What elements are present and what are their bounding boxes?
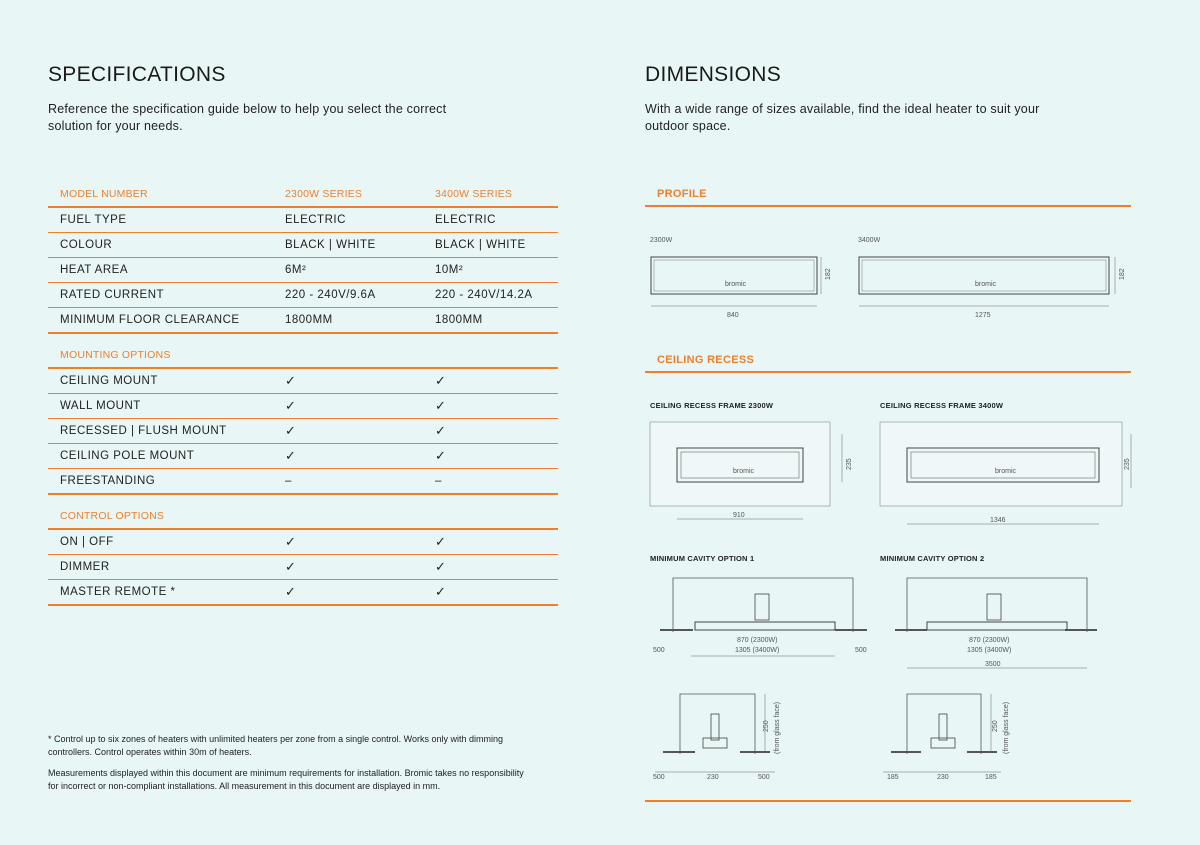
dimensions-title: DIMENSIONS <box>645 63 782 86</box>
side-1-gap-left: 500 <box>653 774 665 781</box>
cavity-1-width-3400: 1305 (3400W) <box>735 647 780 654</box>
side-2-height: 250 <box>992 720 999 732</box>
value-2300: ✓ <box>285 534 297 549</box>
recess-drawing <box>645 420 1133 530</box>
value-2300: ✓ <box>285 584 297 599</box>
row-label: DIMMER <box>60 561 110 573</box>
profile-drawing <box>645 228 1133 323</box>
row-label: CEILING MOUNT <box>60 375 158 387</box>
specifications-title: SPECIFICATIONS <box>48 63 226 86</box>
mounting-row <box>48 394 558 419</box>
cavity-1-width-2300: 870 (2300W) <box>737 637 778 644</box>
value-2300: 1800MM <box>285 314 333 326</box>
profile-3400-brand: bromic <box>975 281 997 288</box>
side-2-note: (from glass face) <box>1003 701 1010 754</box>
ceiling-recess-rule <box>645 371 1131 373</box>
cavity-2-total: 3500 <box>985 661 1001 668</box>
value-3400: ✓ <box>435 373 447 388</box>
row-label: CEILING POLE MOUNT <box>60 450 195 462</box>
row-label: RATED CURRENT <box>60 289 165 301</box>
specifications-intro: Reference the specification guide below to help you select the correct solution for your needs. <box>48 102 447 133</box>
dimensions-intro: With a wide range of sizes available, find the ideal heater to suit your outdoor space. <box>645 102 1040 133</box>
profile-3400-label: 3400W <box>858 237 881 244</box>
row-label: MASTER REMOTE * <box>60 586 176 598</box>
profile-2300-label: 2300W <box>650 237 673 244</box>
recess-2300-height: 235 <box>846 458 853 470</box>
side-1-note: (from glass face) <box>774 701 781 754</box>
recess-2300-brand: bromic <box>733 468 755 475</box>
cavity-drawing <box>645 572 1133 802</box>
recess-3400-brand: bromic <box>995 468 1017 475</box>
cavity-2-label: MINIMUM CAVITY OPTION 2 <box>880 554 985 563</box>
spec-header-row <box>48 182 558 208</box>
value-3400: ✓ <box>435 448 447 463</box>
header-3400: 3400W SERIES <box>435 188 513 200</box>
row-label: MINIMUM FLOOR CLEARANCE <box>60 314 240 326</box>
cavity-2-width-2300: 870 (2300W) <box>969 637 1010 644</box>
value-2300: ✓ <box>285 559 297 574</box>
profile-3400-height: 182 <box>1119 268 1126 280</box>
dimensions-bottom-rule <box>645 800 1131 802</box>
spec-row <box>48 208 558 233</box>
value-3400: ELECTRIC <box>435 214 496 226</box>
footnote-remote: * Control up to six zones of heaters with unlimited heaters per zone from a single control. Works only with dimming controllers. Control operates within 30m of heaters. <box>48 734 504 757</box>
profile-2300-height: 182 <box>825 268 832 280</box>
mounting-row <box>48 369 558 394</box>
profile-3400-body <box>859 257 1109 294</box>
profile-rule <box>645 205 1131 207</box>
header-2300: 2300W SERIES <box>285 188 363 200</box>
mounting-table <box>48 343 558 495</box>
value-3400: 1800MM <box>435 314 483 326</box>
profile-2300-width: 840 <box>727 312 739 319</box>
spec-row <box>48 258 558 283</box>
value-2300: BLACK | WHITE <box>285 239 376 251</box>
side-2-mid: 230 <box>937 774 949 781</box>
side-2-gap-left: 185 <box>887 774 899 781</box>
mounting-row <box>48 469 558 495</box>
cavity-1-side-right: 500 <box>855 647 867 654</box>
control-table <box>48 504 558 606</box>
value-2300: 6M² <box>285 264 307 276</box>
value-2300: ✓ <box>285 423 297 438</box>
spec-row <box>48 283 558 308</box>
row-label: FREESTANDING <box>60 475 156 487</box>
row-label: COLOUR <box>60 239 113 251</box>
side-1-height: 250 <box>763 720 770 732</box>
spec-row <box>48 308 558 334</box>
value-3400: ✓ <box>435 534 447 549</box>
header-model: MODEL NUMBER <box>60 188 148 200</box>
value-3400: ✓ <box>435 423 447 438</box>
value-2300: – <box>285 475 292 487</box>
spec-row <box>48 233 558 258</box>
profile-3400-width: 1275 <box>975 312 991 319</box>
cavity-1-label: MINIMUM CAVITY OPTION 1 <box>650 554 755 563</box>
value-2300: 220 - 240V/9.6A <box>285 289 376 301</box>
cavity-2-width-3400: 1305 (3400W) <box>967 647 1012 654</box>
control-header-row <box>48 504 558 530</box>
row-label: FUEL TYPE <box>60 214 127 226</box>
profile-title: PROFILE <box>657 188 707 200</box>
recess-2300-label: CEILING RECESS FRAME 2300W <box>650 401 774 410</box>
value-3400: ✓ <box>435 584 447 599</box>
value-2300: ELECTRIC <box>285 214 346 226</box>
ceiling-recess-title: CEILING RECESS <box>657 354 755 366</box>
control-title: CONTROL OPTIONS <box>60 510 165 522</box>
recess-3400-label: CEILING RECESS FRAME 3400W <box>880 401 1004 410</box>
row-label: HEAT AREA <box>60 264 128 276</box>
side-2-gap-right: 185 <box>985 774 997 781</box>
mounting-row <box>48 444 558 469</box>
value-2300: ✓ <box>285 448 297 463</box>
value-3400: 10M² <box>435 264 464 276</box>
value-3400: 220 - 240V/14.2A <box>435 289 533 301</box>
spec-table <box>48 182 558 334</box>
cavity-1-side-left: 500 <box>653 647 665 654</box>
side-1-mid: 230 <box>707 774 719 781</box>
footnote-measurements: Measurements displayed within this document are minimum requirements for installation. Bromic takes no responsibility for incorrect or non-compliant installations. All measurement in this document are displayed in mm. <box>48 768 524 791</box>
mounting-title: MOUNTING OPTIONS <box>60 349 171 361</box>
recess-3400-width: 1346 <box>990 517 1006 524</box>
row-label: RECESSED | FLUSH MOUNT <box>60 425 227 437</box>
row-label: ON | OFF <box>60 536 114 548</box>
side-1-gap-right: 500 <box>758 774 770 781</box>
recess-3400-height: 235 <box>1124 458 1131 470</box>
value-3400: – <box>435 475 442 487</box>
value-3400: BLACK | WHITE <box>435 239 526 251</box>
value-2300: ✓ <box>285 398 297 413</box>
value-3400: ✓ <box>435 559 447 574</box>
value-2300: ✓ <box>285 373 297 388</box>
recess-2300-width: 910 <box>733 512 745 519</box>
row-label: WALL MOUNT <box>60 400 141 412</box>
control-row <box>48 580 558 606</box>
control-row <box>48 555 558 580</box>
profile-2300-body <box>651 257 817 294</box>
mounting-header-row <box>48 343 558 369</box>
profile-2300-brand: bromic <box>725 281 747 288</box>
control-row <box>48 530 558 555</box>
value-3400: ✓ <box>435 398 447 413</box>
mounting-row <box>48 419 558 444</box>
recess-3400-frame <box>880 422 1122 506</box>
